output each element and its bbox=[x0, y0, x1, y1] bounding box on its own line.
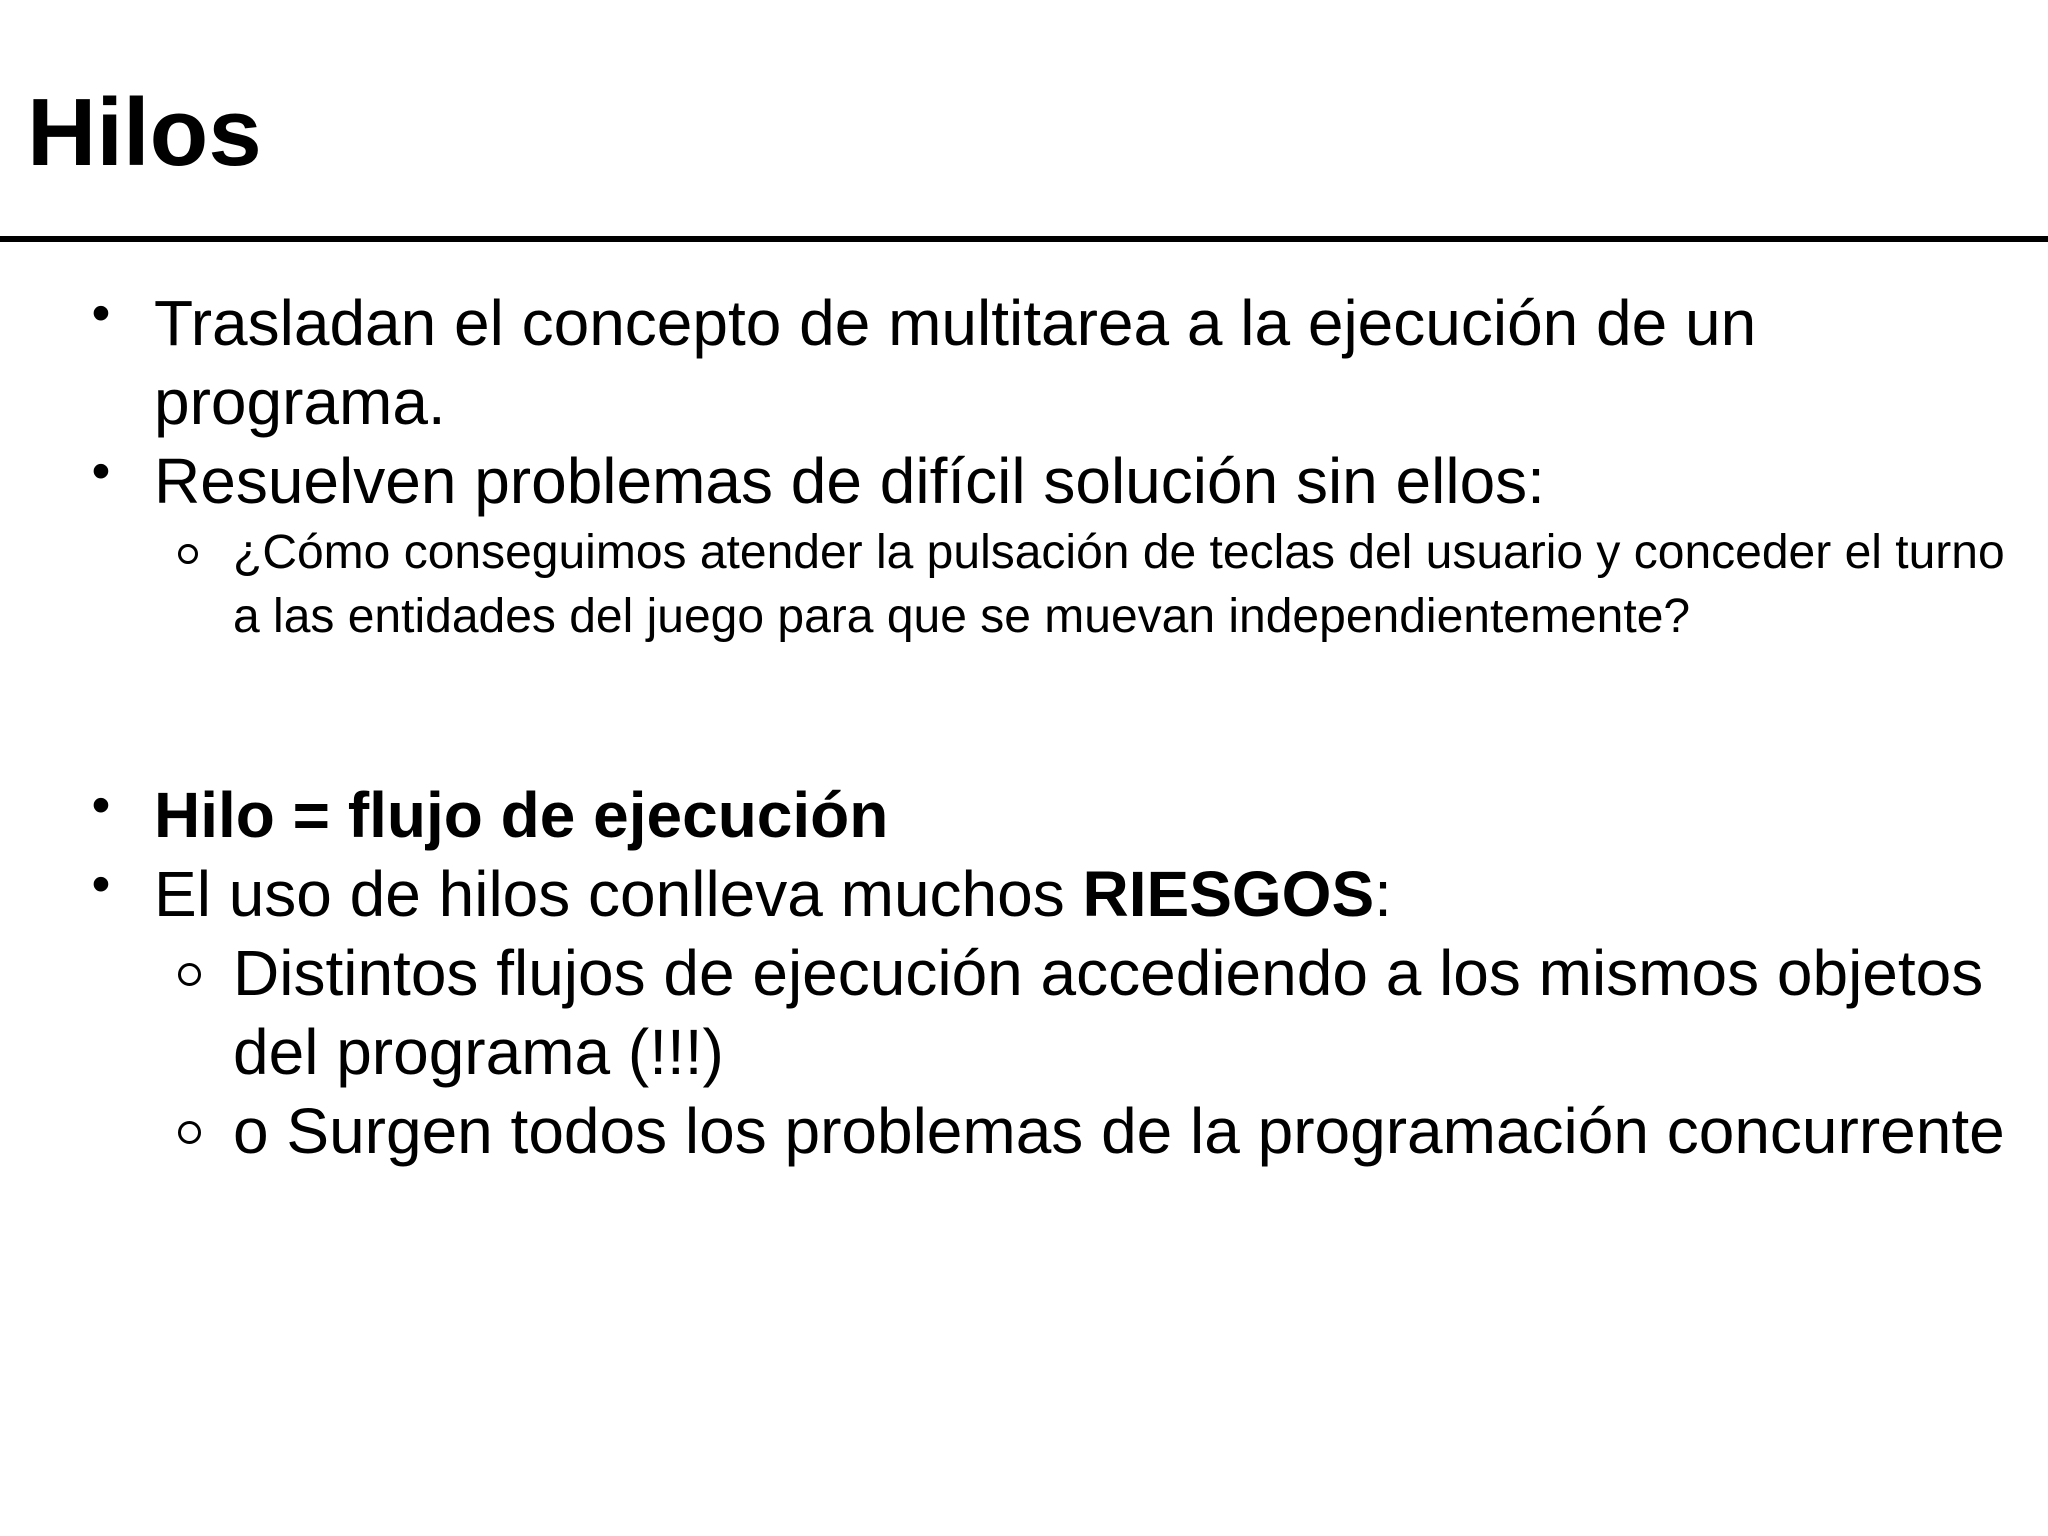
risks-text-bold: RIESGOS bbox=[1082, 858, 1375, 930]
bullet-item-risks bbox=[154, 855, 2014, 934]
slide-title: Hilos bbox=[27, 79, 262, 186]
bullet-item-2: Resuelven problemas de difícil solución sin ellos: bbox=[154, 445, 1545, 517]
bullet-icon: • bbox=[91, 283, 111, 343]
sub-item-shared-objects: Distintos flujos de ejecución accediendo a los mismos objetos del programa (!!!) bbox=[233, 937, 1984, 1088]
title-divider bbox=[0, 236, 2048, 242]
sub-bullet-icon bbox=[178, 1121, 201, 1144]
bullet-icon: • bbox=[91, 775, 111, 835]
bullet-item-definition: Hilo = flujo de ejecución bbox=[154, 779, 889, 851]
risks-text-before: El uso de hilos conlleva muchos bbox=[154, 858, 1083, 930]
bullet-item-1: Trasladan el concepto de multitarea a la ejecución de un programa. bbox=[154, 287, 1757, 438]
sub-item-concurrency: o Surgen todos los problemas de la programación concurrente bbox=[233, 1095, 2005, 1167]
sub-item-question: ¿Cómo conseguimos atender la pulsación de teclas del usuario y conceder el turno a las entidades del juego para que se muevan independientemente? bbox=[233, 526, 2005, 643]
sub-bullet-icon bbox=[178, 963, 201, 986]
sub-bullet-icon bbox=[178, 544, 198, 564]
bullet-icon: • bbox=[91, 854, 111, 914]
risks-text-after: : bbox=[1374, 858, 1392, 930]
bullet-icon: • bbox=[91, 441, 111, 501]
